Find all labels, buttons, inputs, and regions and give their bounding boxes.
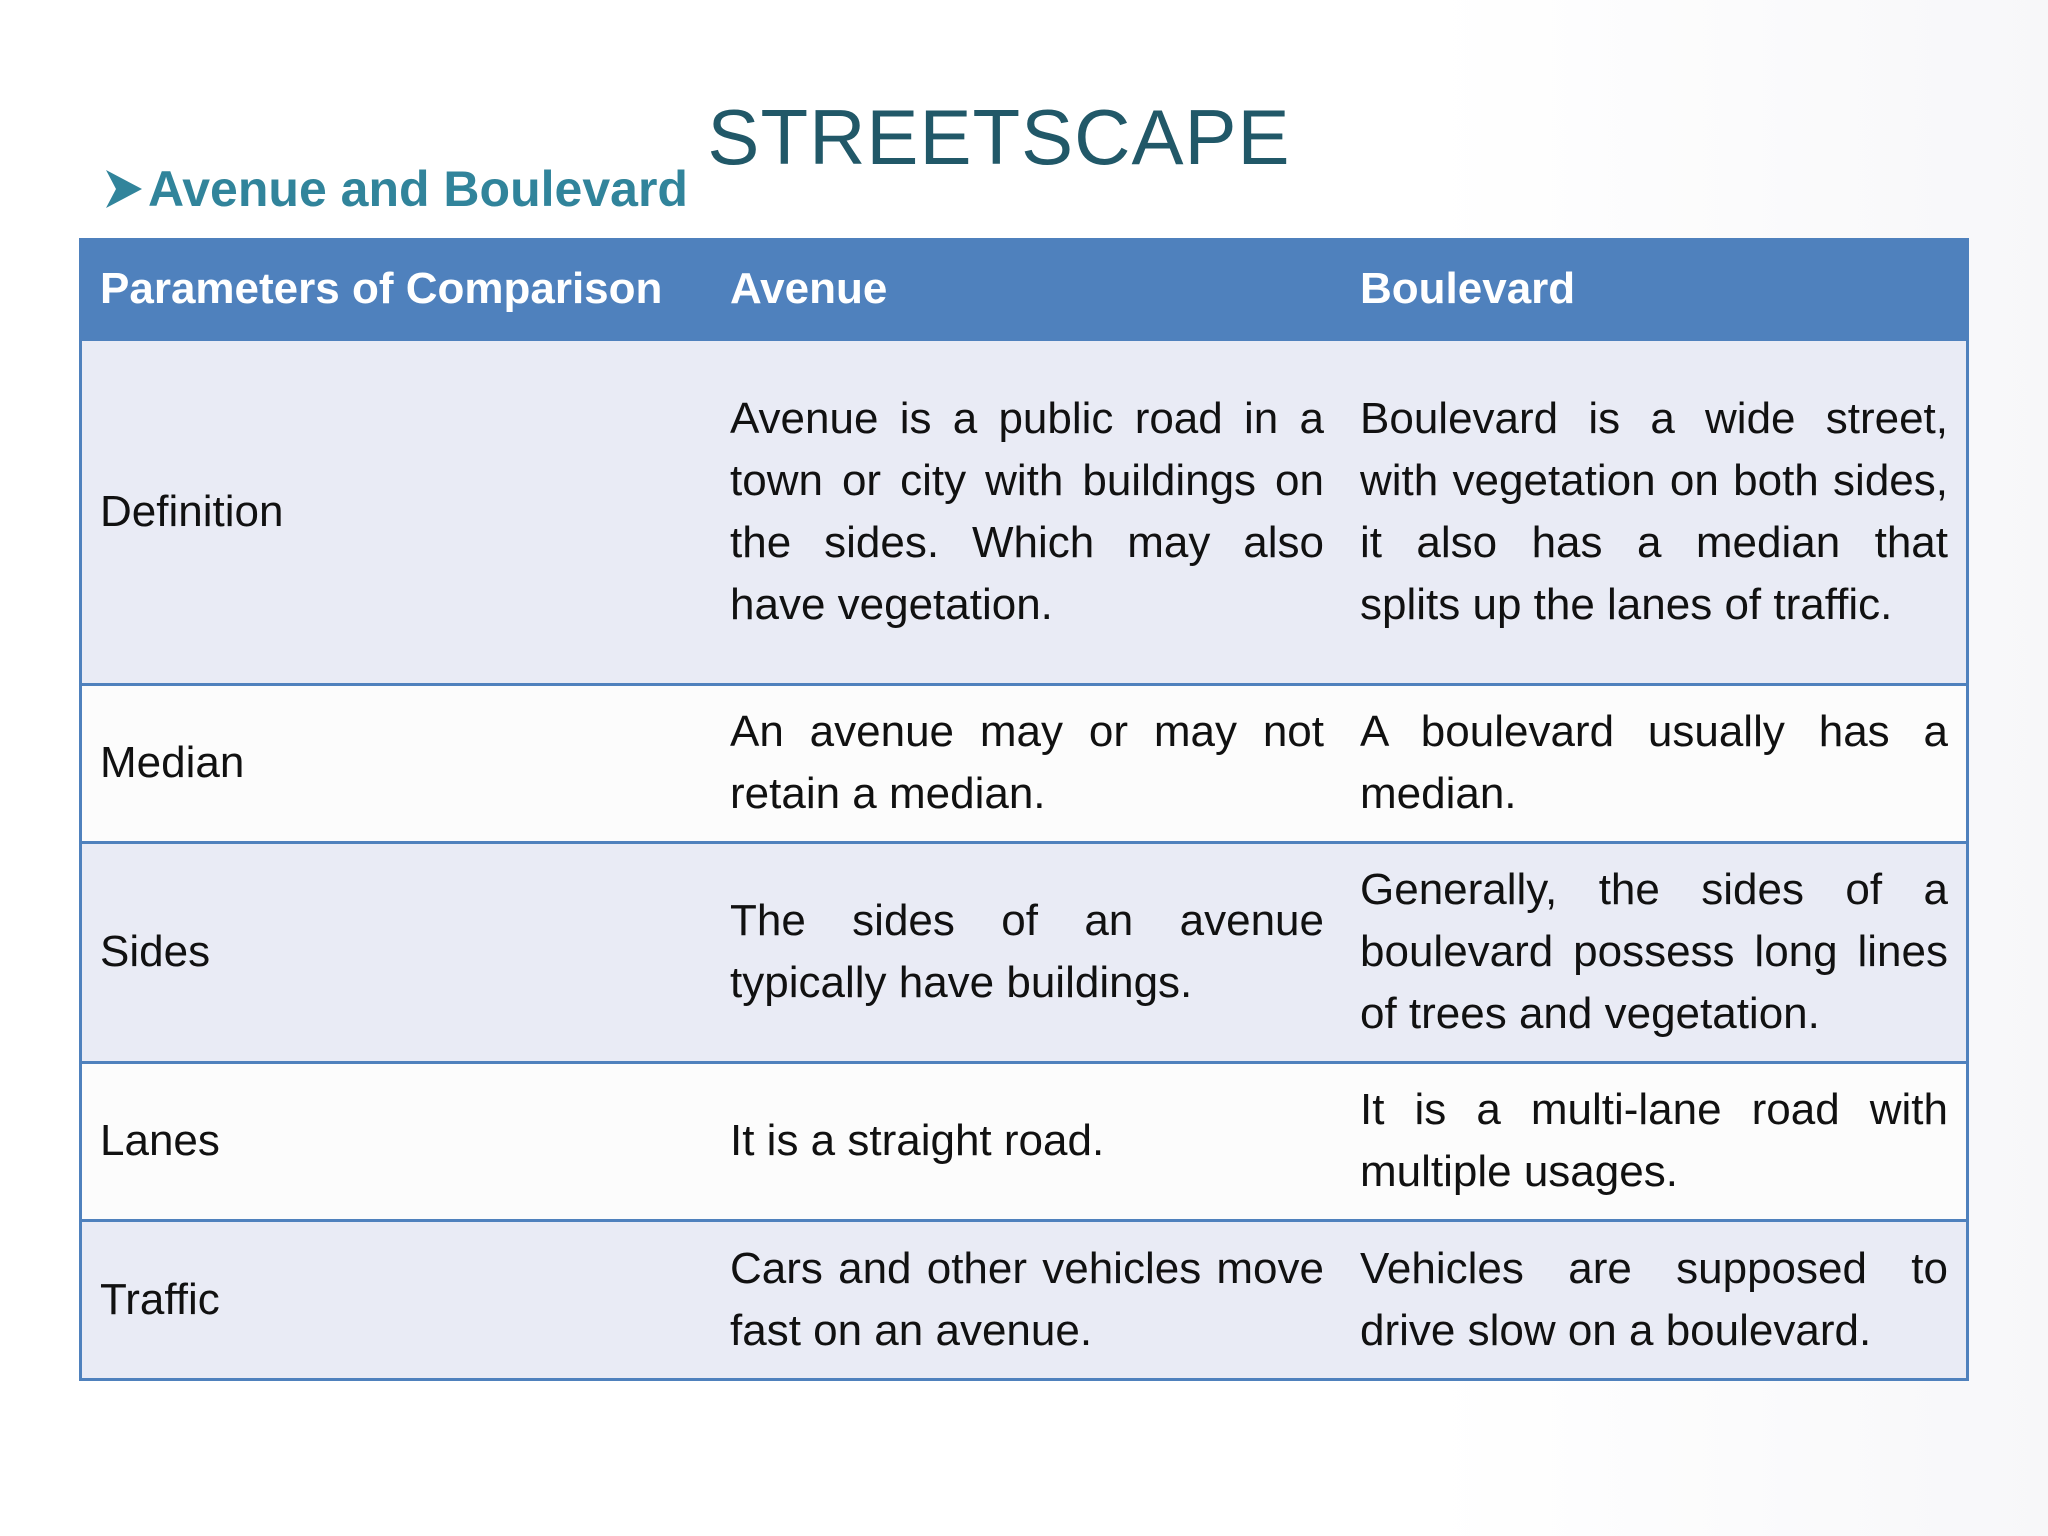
row-parameter: Lanes	[82, 1062, 712, 1220]
row-boulevard-cell: A boulevard usually has a median.	[1342, 684, 1966, 842]
row-parameter: Definition	[82, 339, 712, 684]
header-avenue: Avenue	[712, 241, 1342, 339]
table-row	[82, 1220, 1966, 1378]
row-boulevard-cell: Boulevard is a wide street, with vegetation on both sides, it also has a median that splits up the lanes of traffic.	[1342, 339, 1966, 684]
table-row	[82, 842, 1966, 1062]
row-parameter: Sides	[82, 842, 712, 1062]
row-avenue-cell: Cars and other vehicles move fast on an avenue.	[712, 1220, 1342, 1378]
row-avenue-cell: It is a straight road.	[712, 1062, 1342, 1220]
table-header-row	[82, 241, 1966, 339]
row-boulevard-cell: Generally, the sides of a boulevard possess long lines of trees and vegetation.	[1342, 842, 1966, 1062]
section-subtitle-text: Avenue and Boulevard	[148, 161, 688, 217]
slide-title-text: STREETSCAPE	[707, 93, 1291, 181]
table-row	[82, 684, 1966, 842]
table-row	[82, 339, 1966, 684]
comparison-table	[79, 238, 1969, 1381]
section-subtitle	[104, 158, 688, 220]
row-parameter: Traffic	[82, 1220, 712, 1378]
row-avenue-cell: Avenue is a public road in a town or city with buildings on the sides. Which may also have vegetation.	[712, 339, 1342, 684]
row-parameter: Median	[82, 684, 712, 842]
row-avenue-cell: An avenue may or may not retain a median.	[712, 684, 1342, 842]
row-avenue-cell: The sides of an avenue typically have buildings.	[712, 842, 1342, 1062]
table-row	[82, 1062, 1966, 1220]
row-boulevard-cell: It is a multi-lane road with multiple usages.	[1342, 1062, 1966, 1220]
header-parameters: Parameters of Comparison	[82, 241, 712, 339]
arrow-bullet-icon	[104, 166, 144, 212]
header-boulevard: Boulevard	[1342, 241, 1966, 339]
row-boulevard-cell: Vehicles are supposed to drive slow on a boulevard.	[1342, 1220, 1966, 1378]
